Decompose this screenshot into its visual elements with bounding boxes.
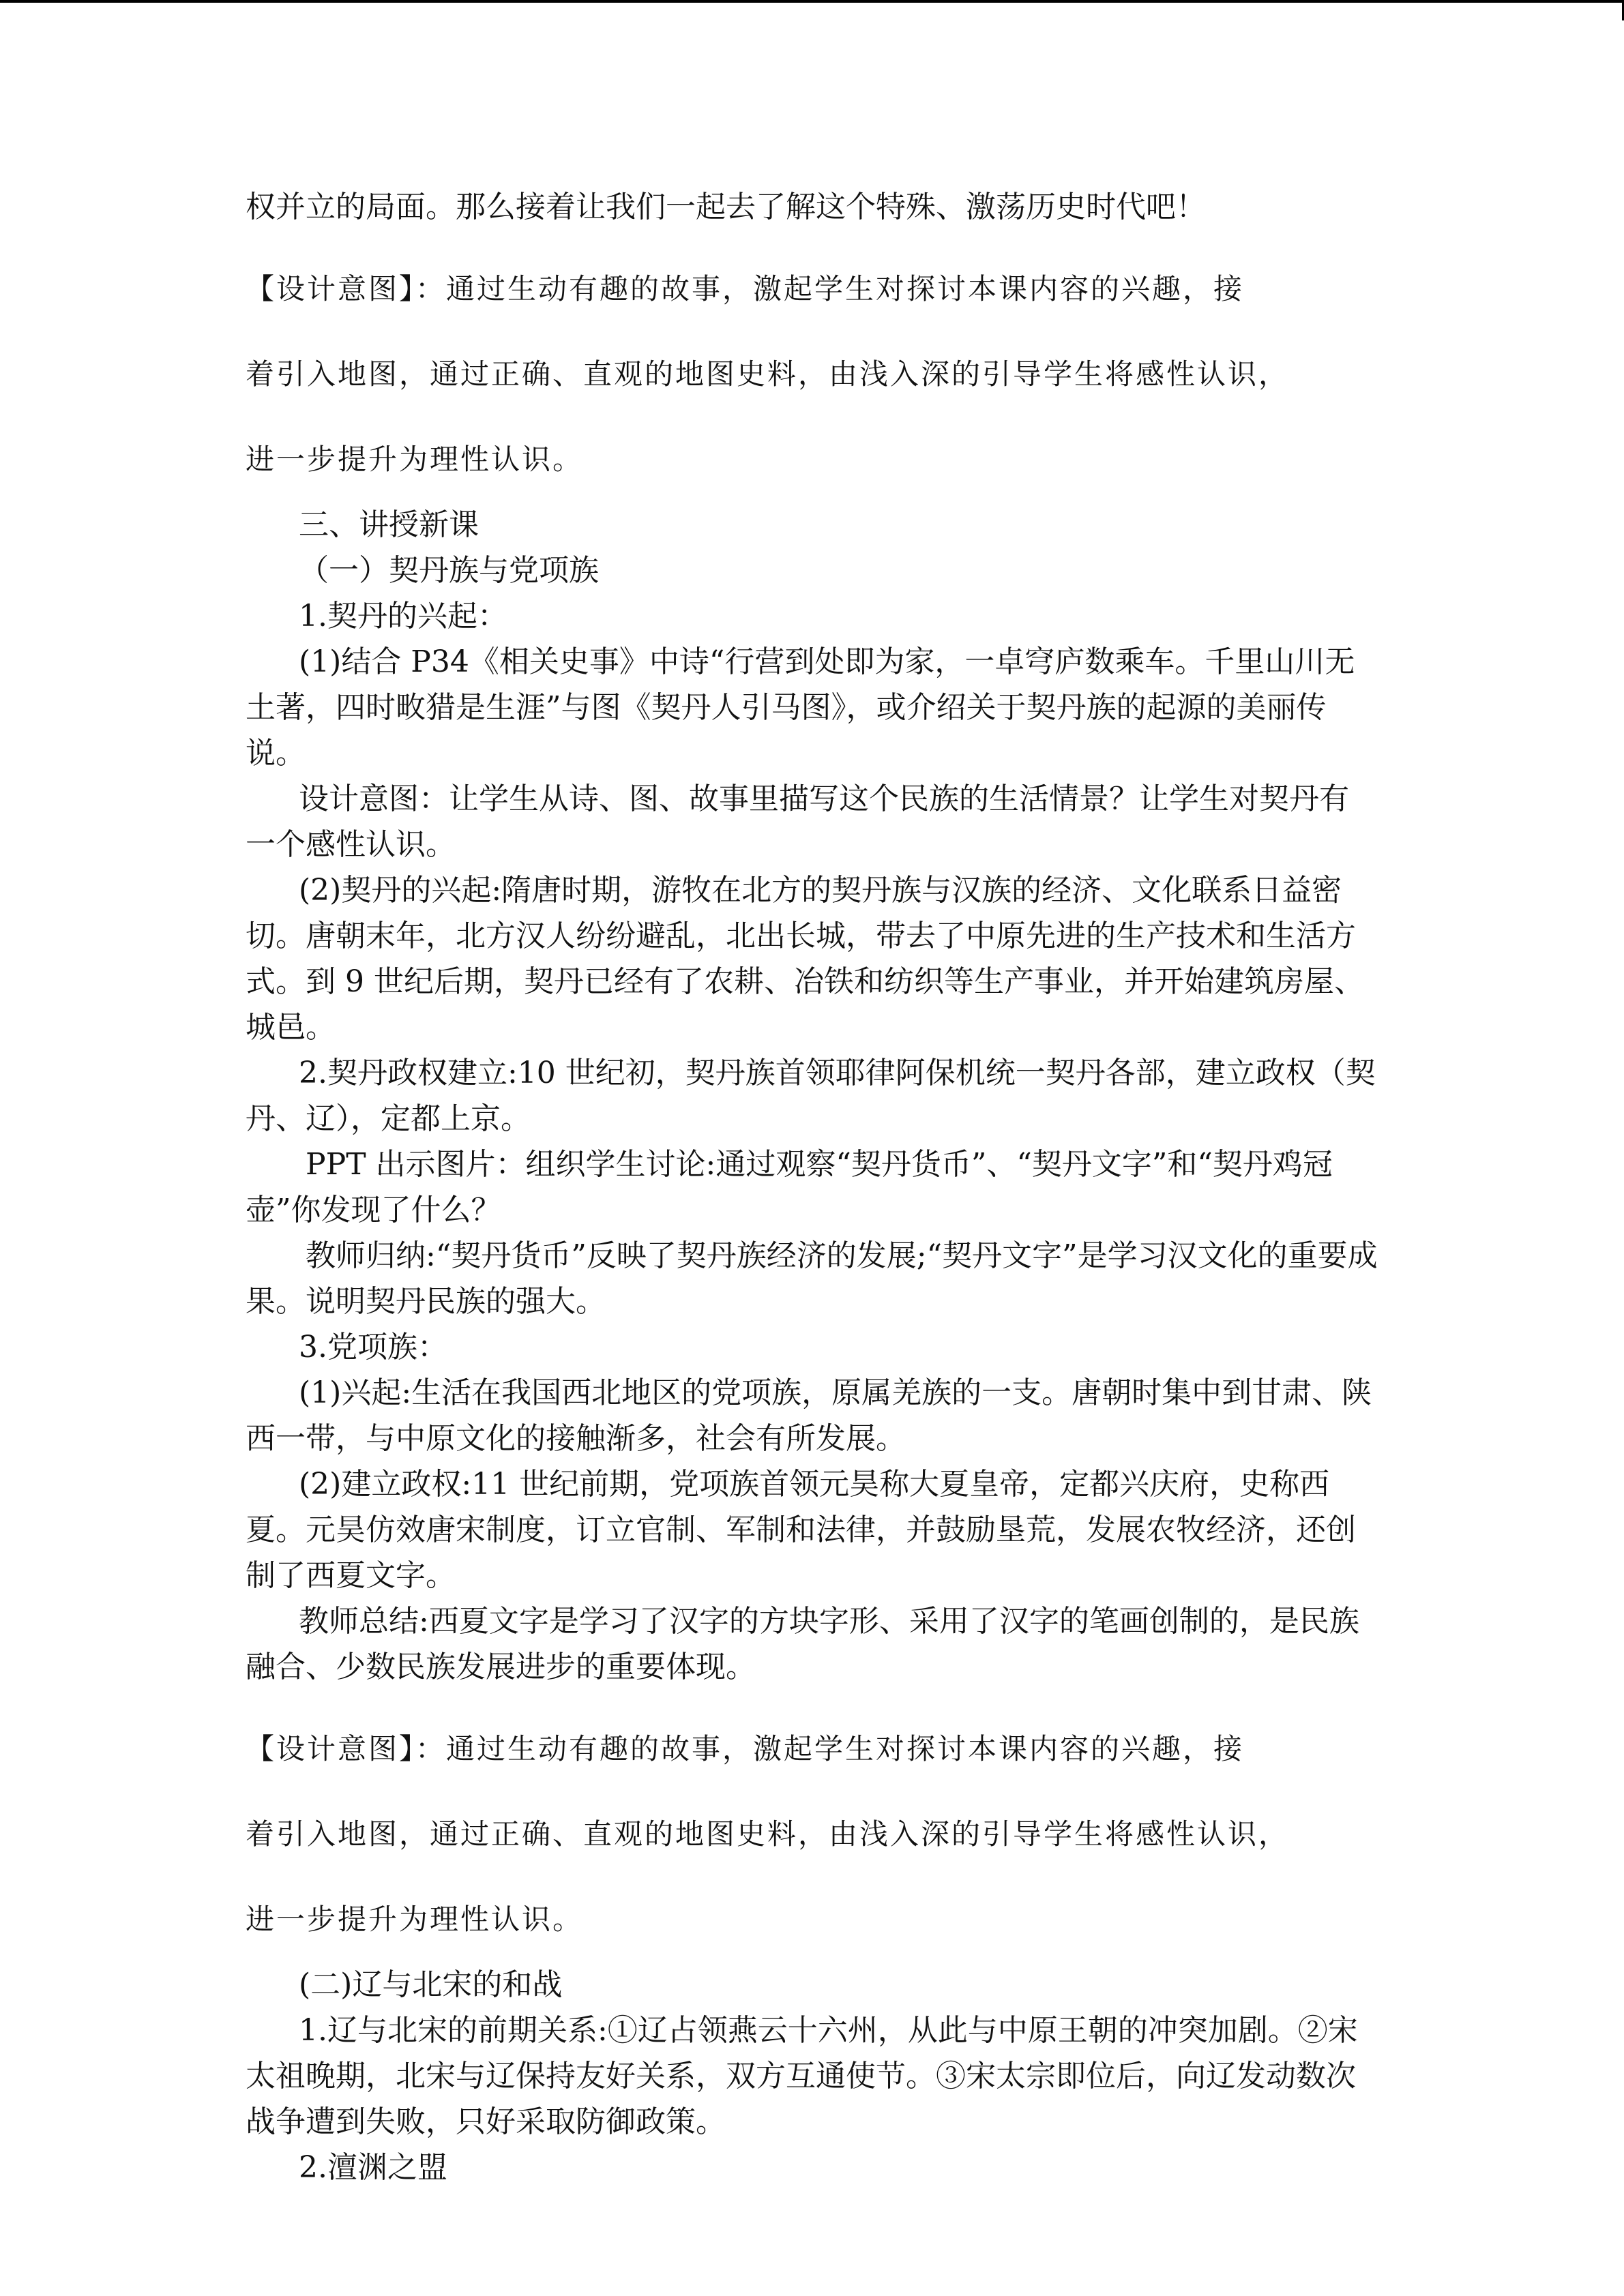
list-item: 1.契丹的兴起： [299, 599, 507, 633]
list-item: 2.契丹政权建立:10 世纪初，契丹族首领耶律阿保机统一契丹各部，建立政权（契丹、辽），定都上京。 [246, 1056, 1376, 1136]
list-item: (2)契丹的兴起:隋唐时期，游牧在北方的契丹族与汉族的经济、文化联系日益密切。唐朝末年，北方汉人纷纷避乱，北出长城，带去了中原先进的生产技术和生活方式。到 9 世纪后期，契丹已经有了农耕、冶铁和纺织等生产事业，并开始建筑房屋、城邑。 [246, 873, 1364, 1045]
page-top-border [0, 0, 1624, 3]
list-item: 2.澶渊之盟 [299, 2150, 447, 2185]
document-page [246, 184, 1378, 2190]
design-intent-line: 进一步提升为理性认识。 [246, 1903, 584, 1936]
list-item: (2)建立政权:11 世纪前期，党项族首领元昊称大夏皇帝，定都兴庆府，史称西夏。元昊仿效唐宋制度，订立官制、军制和法律，并鼓励垦荒，发展农牧经济，还创制了西夏文字。 [246, 1467, 1356, 1593]
list-item: (1)结合 P34《相关史事》中诗“行营到处即为家，一卓穹庐数乘车。千里山川无土著，四时畋猎是生涯”与图《契丹人引马图》，或介绍关于契丹族的起源的美丽传说。 [246, 644, 1355, 771]
design-intent-line: 【设计意图】：通过生动有趣的故事，激起学生对探讨本课内容的兴趣，接 [246, 1732, 1245, 1765]
section-heading: 三、讲授新课 [299, 507, 479, 542]
ppt-note: PPT 出示图片：组织学生讨论:通过观察“契丹货币”、“契丹文字”和“契丹鸡冠壶”你发现了什么？ [246, 1147, 1333, 1227]
design-intent-block-1 [246, 246, 1378, 502]
teacher-summary: 教师总结:西夏文字是学习了汉字的方块字形、采用了汉字的笔画创制的，是民族融合、少数民族发展进步的重要体现。 [246, 1604, 1359, 1684]
design-intent-block-2 [246, 1706, 1378, 1962]
teacher-summary: 教师归纳:“契丹货币”反映了契丹族经济的发展;“契丹文字”是学习汉文化的重要成果。说明契丹民族的强大。 [246, 1238, 1378, 1319]
subsection-heading: (二)辽与北宋的和战 [299, 1967, 563, 2002]
intro-paragraph-end: 权并立的局面。那么接着让我们一起去了解这个特殊、激荡历史时代吧！ [246, 190, 1206, 224]
design-intent-line: 着引入地图，通过正确、直观的地图史料，由浅入深的引导学生将感性认识， [246, 1817, 1290, 1851]
design-intent-line: 着引入地图，通过正确、直观的地图史料，由浅入深的引导学生将感性认识， [246, 357, 1290, 391]
list-item: 3.党项族： [299, 1330, 447, 1365]
design-intent-line: 进一步提升为理性认识。 [246, 443, 584, 476]
design-note: 设计意图：让学生从诗、图、故事里描写这个民族的生活情景？让学生对契丹有一个感性认识。 [246, 781, 1349, 862]
list-item: 1.辽与北宋的前期关系:①辽占领燕云十六州，从此与中原王朝的冲突加剧。②宋太祖晚期，北宋与辽保持友好关系，双方互通使节。③宋太宗即位后，向辽发动数次战争遭到失败，只好采取防御政策。 [246, 2013, 1358, 2139]
design-intent-line: 【设计意图】：通过生动有趣的故事，激起学生对探讨本课内容的兴趣，接 [246, 272, 1245, 305]
subsection-heading: （一）契丹族与党项族 [299, 553, 599, 588]
list-item: (1)兴起:生活在我国西北地区的党项族，原属羌族的一支。唐朝时集中到甘肃、陕西一带，与中原文化的接触渐多，社会有所发展。 [246, 1375, 1372, 1456]
